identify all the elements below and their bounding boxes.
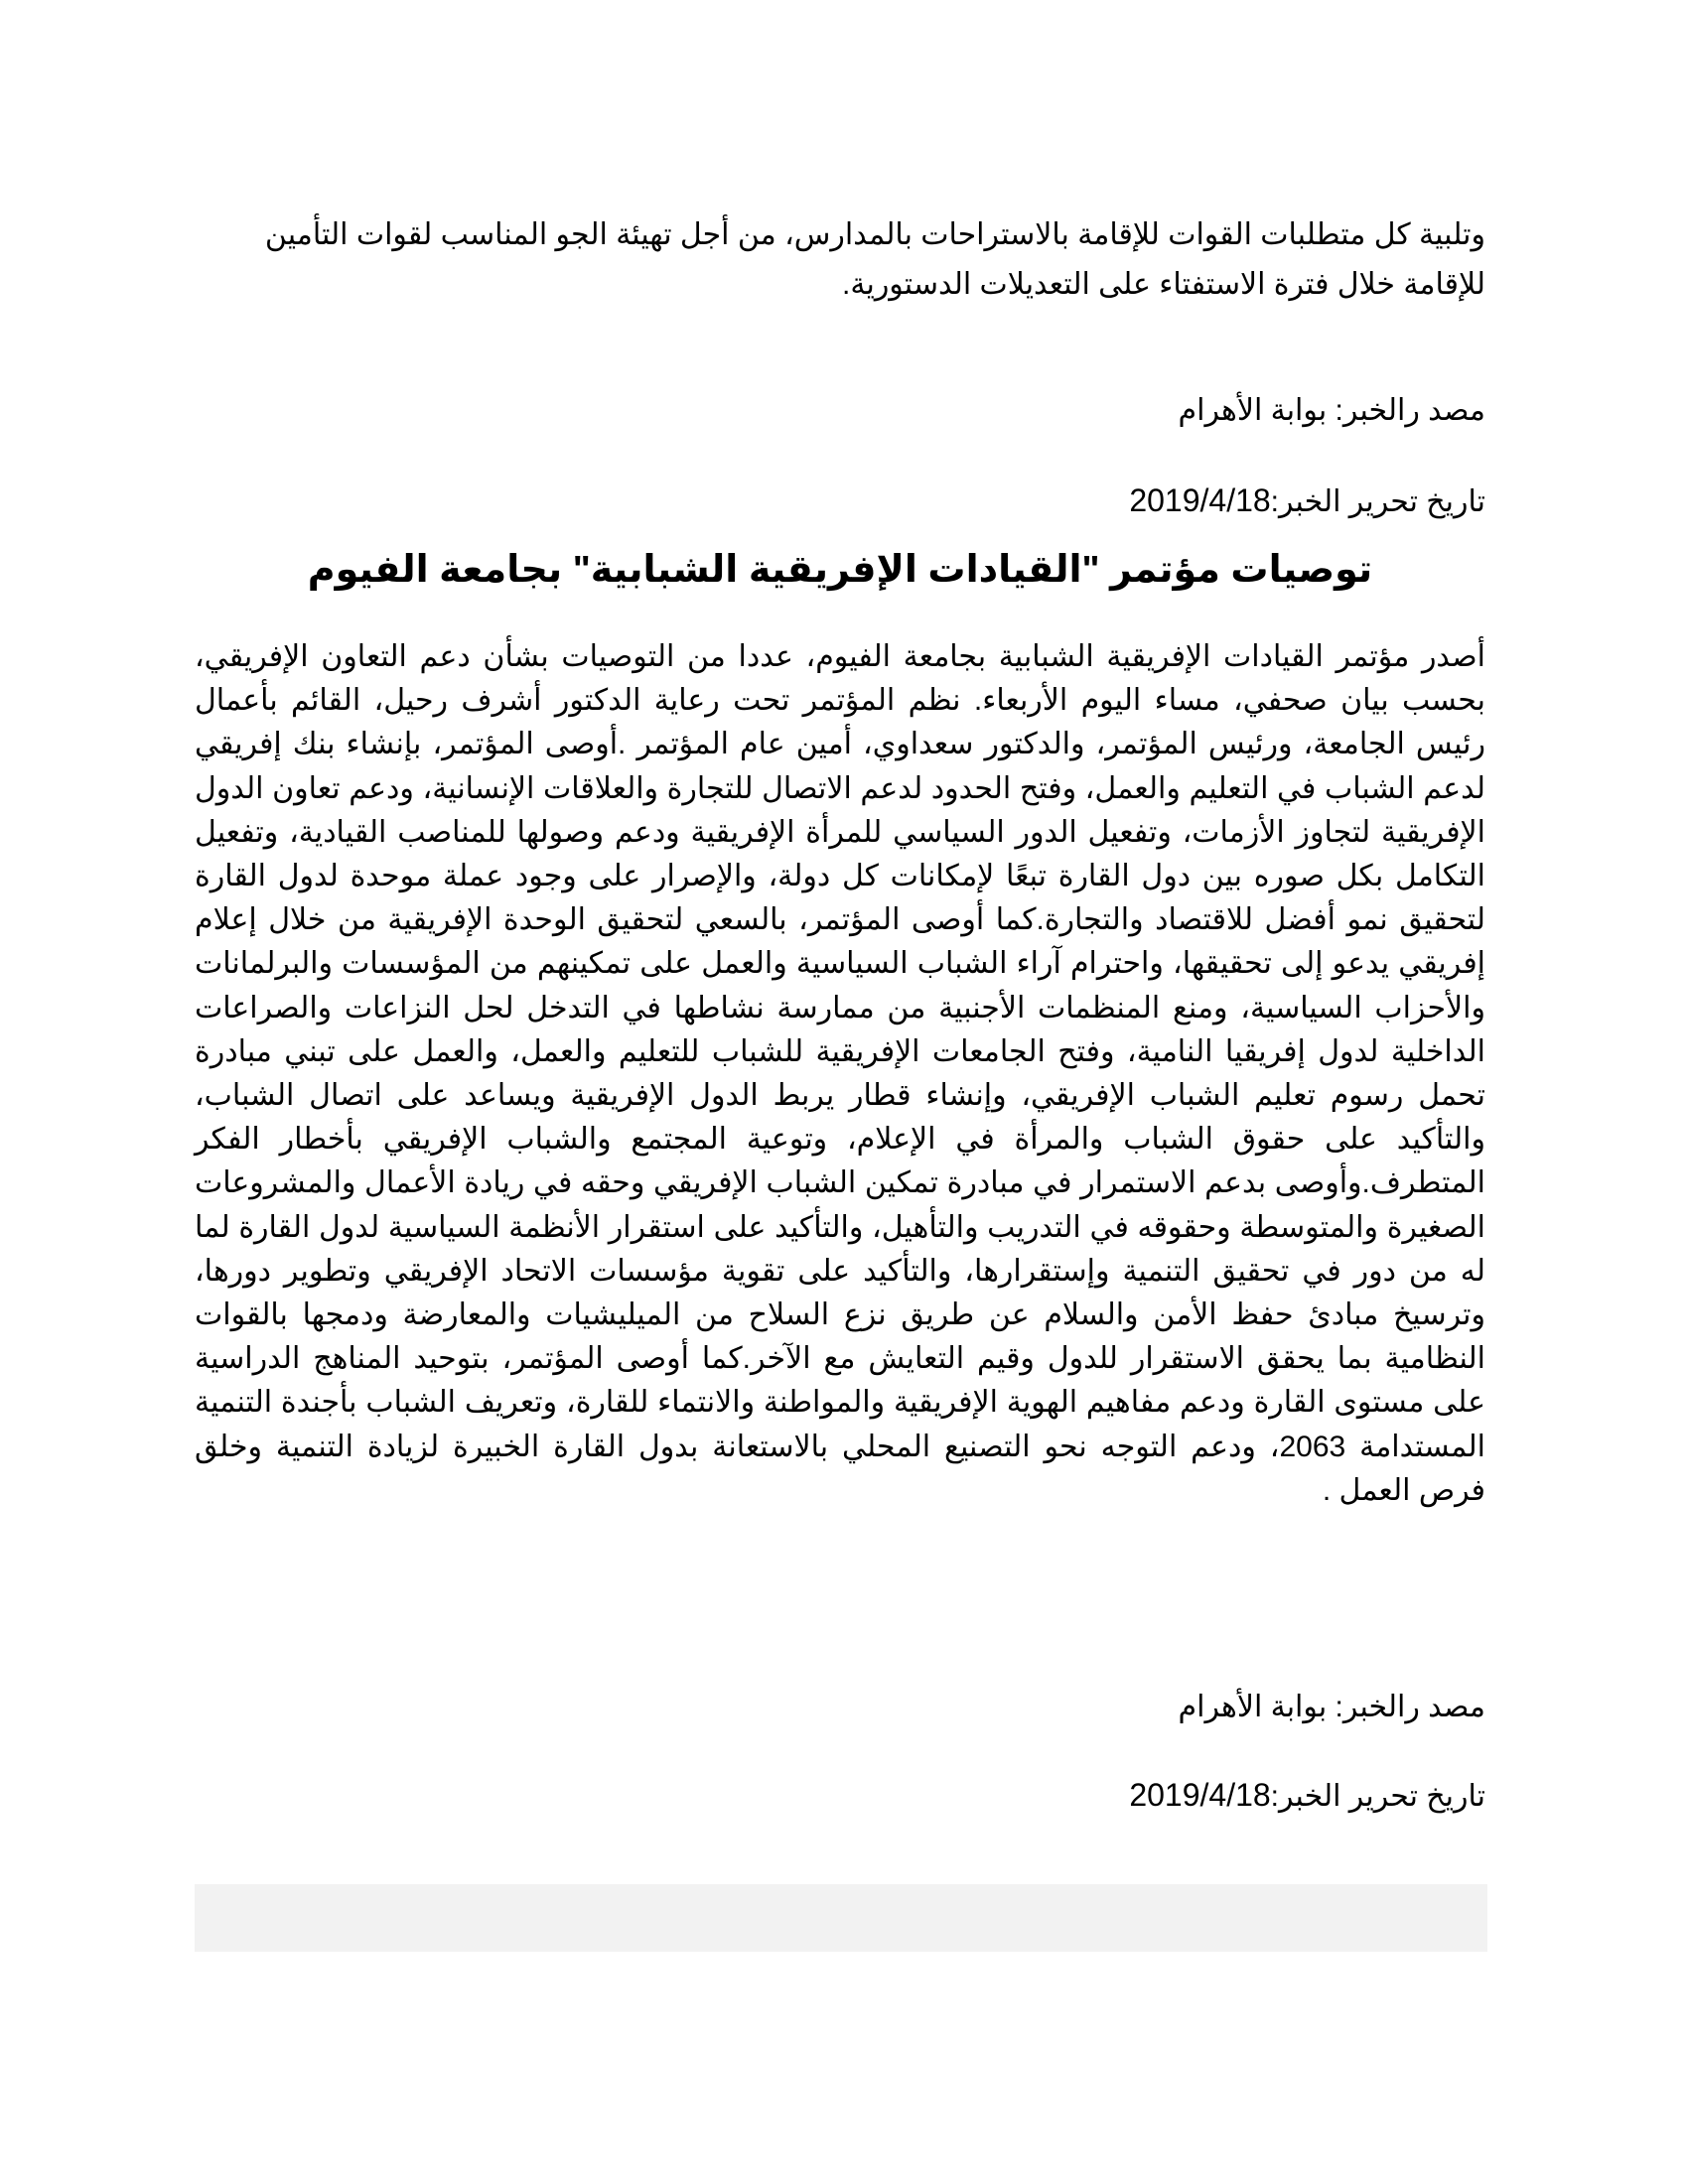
article-body: أصدر مؤتمر القيادات الإفريقية الشبابية بجامعة الفيوم، عددا من التوصيات بشأن دعم التعاون الإفريقي، بحسب بيان صحفي، مساء اليوم الأربعاء. نظم المؤتمر تحت رعاية الدكتور أشرف رحيل، القائم بأعمال رئيس الجامعة، ورئيس المؤتمر، والدكتور سعداوي، أمين عام المؤتمر .أوصى المؤتمر، بإنشاء بنك إفريقي لدعم الشباب في التعليم والعمل، وفتح الحدود لدعم الاتصال للتجارة والعلاقات الإنسانية، ودعم تعاون الدول الإفريقية لتجاوز الأزمات، وتفعيل الدور السياسي للمرأة الإفريقية ودعم وصولها للمناصب القيادية، وتفعيل التكامل بكل صوره بين دول القارة تبعًا لإمكانات كل دولة، والإصرار على وجود عملة موحدة لدول القارة لتحقيق نمو أفضل للاقتصاد والتجارة.كما أوصى المؤتمر، بالسعي لتحقيق الوحدة الإفريقية من خلال إعلام إفريقي يدعو إلى تحقيقها، واحترام آراء الشباب السياسية والعمل على تمكينهم من المؤسسات والبرلمانات والأحزاب السياسية، ومنع المنظمات الأجنبية من ممارسة نشاطها في التدخل لحل النزاعات والصراعات الداخلية لدول إفريقيا النامية، وفتح الجامعات الإفريقية للشباب للتعليم والعمل، والعمل على تبني مبادرة تحمل رسوم تعليم الشباب الإفريقي، وإنشاء قطار يربط الدول الإفريقية ويساعد على اتصال الشباب، والتأكيد على حقوق الشباب والمرأة في الإعلام، وتوعية المجتمع والشباب الإفريقي بأخطار الفكر المتطرف.وأوصى بدعم الاستمرار في مبادرة تمكين الشباب الإفريقي وحقه في ريادة الأعمال والمشروعات الصغيرة والمتوسطة وحقوقه في التدريب والتأهيل، والتأكيد على استقرار الأنظمة السياسية لدول القارة لما له من دور في تحقيق التنمية وإستقرارها، والتأكيد على تقوية مؤسسات الاتحاد الإفريقي وتطوير دورها، وترسيخ مبادئ حفظ الأمن والسلام عن طريق نزع السلاح من الميليشيات والمعارضة ودمجها بالقوات النظامية بما يحقق الاستقرار للدول وقيم التعايش مع الآخر.كما أوصى المؤتمر، بتوحيد المناهج الدراسية على مستوى القارة ودعم مفاهيم الهوية الإفريقية والمواطنة والانتماء للقارة، وتعريف الشباب بأجندة التنمية المستدامة 2063، ودعم التوجه نحو التصنيع المحلي بالاستعانة بدول القارة الخبيرة لزيادة التنمية وخلق فرص العمل . <box>195 640 1485 1507</box>
news-source-line-footer: مصد رالخبر: بوابة الأهرام <box>1178 1691 1485 1723</box>
article-headline: توصيات مؤتمر "القيادات الإفريقية الشبابية" بجامعة الفيوم <box>307 549 1373 591</box>
news-source-line: مصد رالخبر: بوابة الأهرام <box>1178 394 1485 427</box>
intro-paragraph: وتلبية كل متطلبات القوات للإقامة بالاستراحات بالمدارس، من أجل تهيئة الجو المناسب لقوات التأمين للإقامة خلال فترة الاستفتاء على التعديلات الدستورية. <box>264 218 1485 301</box>
edit-date-label-footer: تاريخ تحرير الخبر: <box>1270 1780 1485 1813</box>
edit-date-label: تاريخ تحرير الخبر: <box>1270 485 1485 518</box>
intro-section <box>195 210 1485 310</box>
edit-date-line-footer <box>195 1773 1485 1819</box>
edit-date-value: 2019/4/18 <box>1129 482 1271 518</box>
edit-date-line <box>195 478 1485 524</box>
footer-shaded-bar <box>195 1884 1487 1952</box>
edit-date-value-footer: 2019/4/18 <box>1129 1777 1271 1813</box>
